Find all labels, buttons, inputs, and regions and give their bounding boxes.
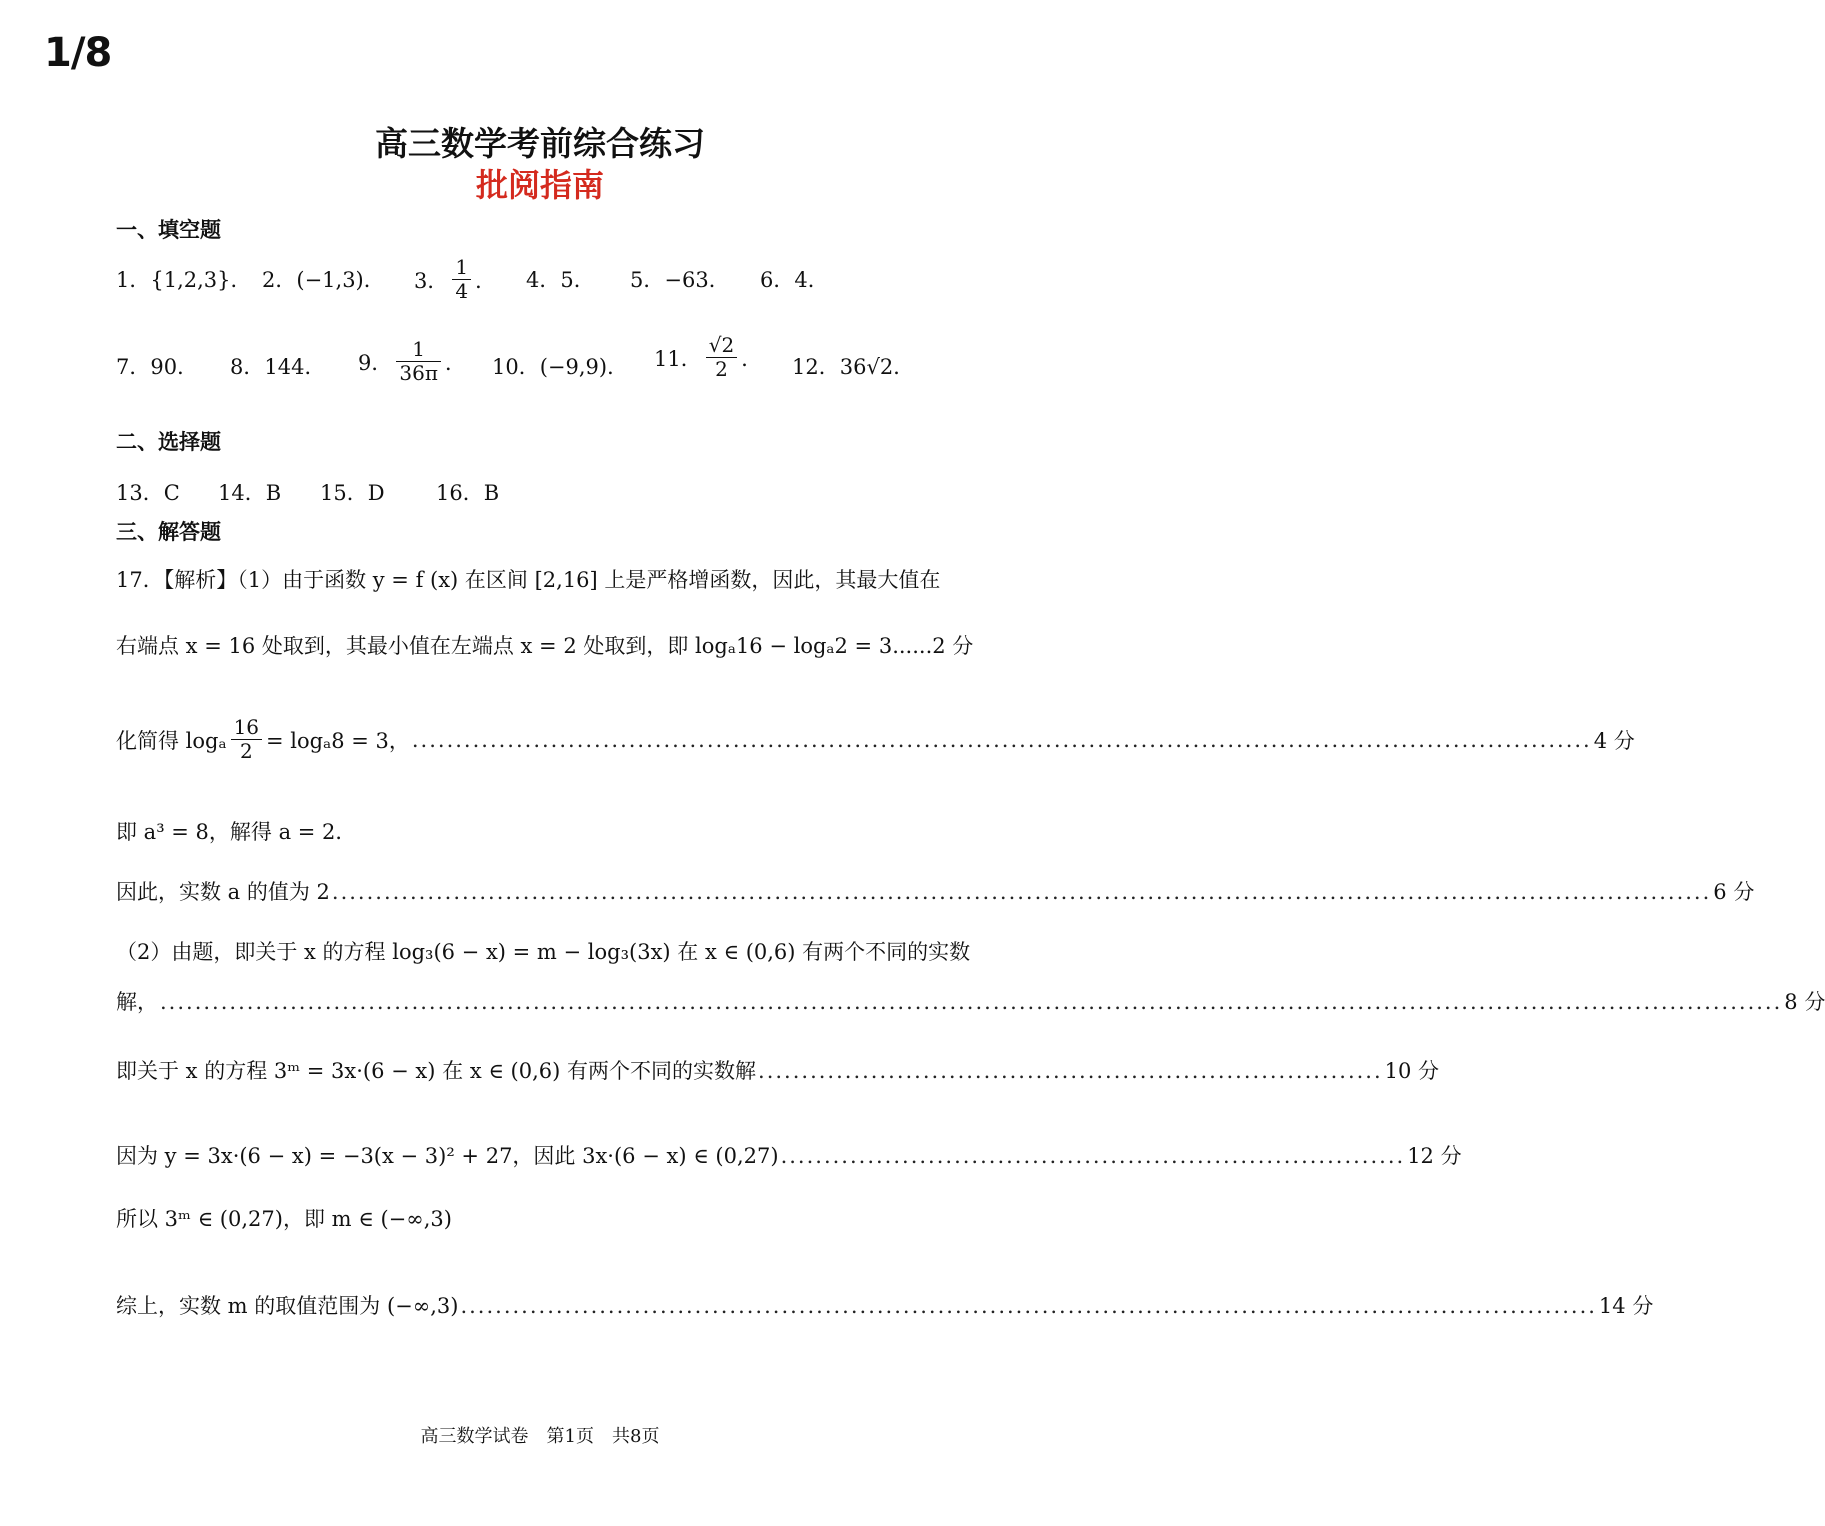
solution-line: [116, 986, 1825, 1016]
fraction: $\frac{√2}{2}$: [706, 334, 737, 381]
fill-answer-3: 3． $\frac{1}{4}$ ．: [414, 255, 497, 303]
choice-answer-14: 14．B: [218, 481, 282, 505]
fill-answer-9: 9． $\frac{1}{36\pi}$ ．: [358, 337, 466, 385]
fill-answer-5: 5． −63．: [630, 268, 730, 292]
dot-leader: ........................................................................: [780, 1144, 1406, 1168]
solution-text: 因为 y = 3x·(6 − x) = −3(x − 3)² + 27，因此 3x·(6 − x) ∈ (0,27): [116, 1144, 779, 1168]
dot-leader: ...................................................................................................................................: [460, 1294, 1597, 1318]
solution-line: [116, 1203, 956, 1233]
fraction: $\frac{1}{36\pi}$: [396, 338, 441, 385]
dot-leader: ........................................................................................................................................: [411, 727, 1592, 752]
dot-leader: ...........................................................................................................................................................................................: [160, 990, 1783, 1014]
solution-text: （2）由题，即关于 x 的方程 log₃(6 − x) = m − log₃(3x) 在 x ∈ (0,6) 有两个不同的实数: [116, 940, 971, 964]
section-heading-fill: 一、填空题: [116, 218, 221, 242]
score-marker: 4 分: [1593, 728, 1635, 753]
fill-answer-10: 10． (−9,9)．: [492, 355, 629, 379]
solution-line: [116, 1055, 1440, 1085]
choice-answer-16: 16．B: [436, 481, 500, 505]
score-marker: 8 分: [1784, 990, 1825, 1014]
solution-line: [116, 1140, 1462, 1170]
score-marker: 6 分: [1713, 880, 1755, 904]
dot-leader: ......: [892, 634, 933, 658]
solution-text: 所以 3ᵐ ∈ (0,27)，即 m ∈ (−∞,3): [116, 1207, 452, 1231]
dot-leader: ...............................................................................................................................................................: [331, 880, 1712, 904]
solution-text: 化简得 logₐ: [116, 728, 227, 753]
score-marker: 2 分: [932, 634, 974, 658]
page-title: 高三数学考前综合练习: [375, 124, 705, 163]
fill-answer-12: 12． 36√2．: [792, 355, 915, 379]
fill-answer-1: 1． {1,2,3}．: [116, 268, 252, 292]
solution-line: [116, 715, 1635, 763]
solution-line: [116, 816, 956, 846]
choice-answer-13: 13．C: [116, 481, 180, 505]
solution-text: = logₐ8 = 3，: [266, 728, 410, 753]
fill-answer-2: 2． (−1,3)．: [262, 268, 385, 292]
score-marker: 10 分: [1384, 1059, 1440, 1083]
fraction: $\frac{16}{2}$: [231, 716, 262, 763]
page-subtitle: 批阅指南: [475, 166, 604, 204]
score-marker: 12 分: [1407, 1144, 1462, 1168]
fill-answer-11: 11． $\frac{√2}{2}$ ．: [654, 333, 763, 381]
fill-answer-8: 8． 144．: [230, 355, 326, 379]
score-marker: 14 分: [1598, 1294, 1654, 1318]
solution-text: 解，: [116, 990, 158, 1014]
fraction: $\frac{1}{4}$: [452, 256, 471, 303]
solution-text: 因此，实数 a 的值为 2: [116, 880, 330, 904]
solution-line: [116, 1290, 1654, 1320]
solution-text: 右端点 x = 16 处取到，其最小值在左端点 x = 2 处取到，即 logₐ16 − logₐ2 = 3: [116, 634, 893, 658]
solution-text: 即关于 x 的方程 3ᵐ = 3x·(6 − x) 在 x ∈ (0,6) 有两个不同的实数解: [116, 1059, 757, 1083]
section-heading-solve: 三、解答题: [116, 520, 221, 544]
solution-text: 17．【解析】（1）由于函数 y = f (x) 在区间 [2,16] 上是严格增函数，因此，其最大值在: [116, 568, 941, 592]
page-indicator: 1/8: [44, 30, 112, 76]
solution-line: [116, 564, 956, 594]
fill-answer-6: 6． 4．: [760, 268, 829, 292]
fill-answer-7: 7． 90．: [116, 355, 199, 379]
choice-answer-15: 15．D: [320, 481, 385, 505]
solution-text: 即 a³ = 8，解得 a = 2．: [116, 820, 357, 844]
solution-line: [116, 876, 1755, 906]
section-heading-choice: 二、选择题: [116, 430, 221, 454]
dot-leader: ........................................................................: [758, 1059, 1383, 1083]
page-footer: 高三数学试卷 第1页 共8页: [420, 1426, 660, 1447]
solution-line: [116, 630, 974, 660]
solution-line: [116, 936, 971, 966]
solution-text: 综上，实数 m 的取值范围为 (−∞,3): [116, 1294, 459, 1318]
fill-answer-4: 4． 5．: [526, 268, 595, 292]
